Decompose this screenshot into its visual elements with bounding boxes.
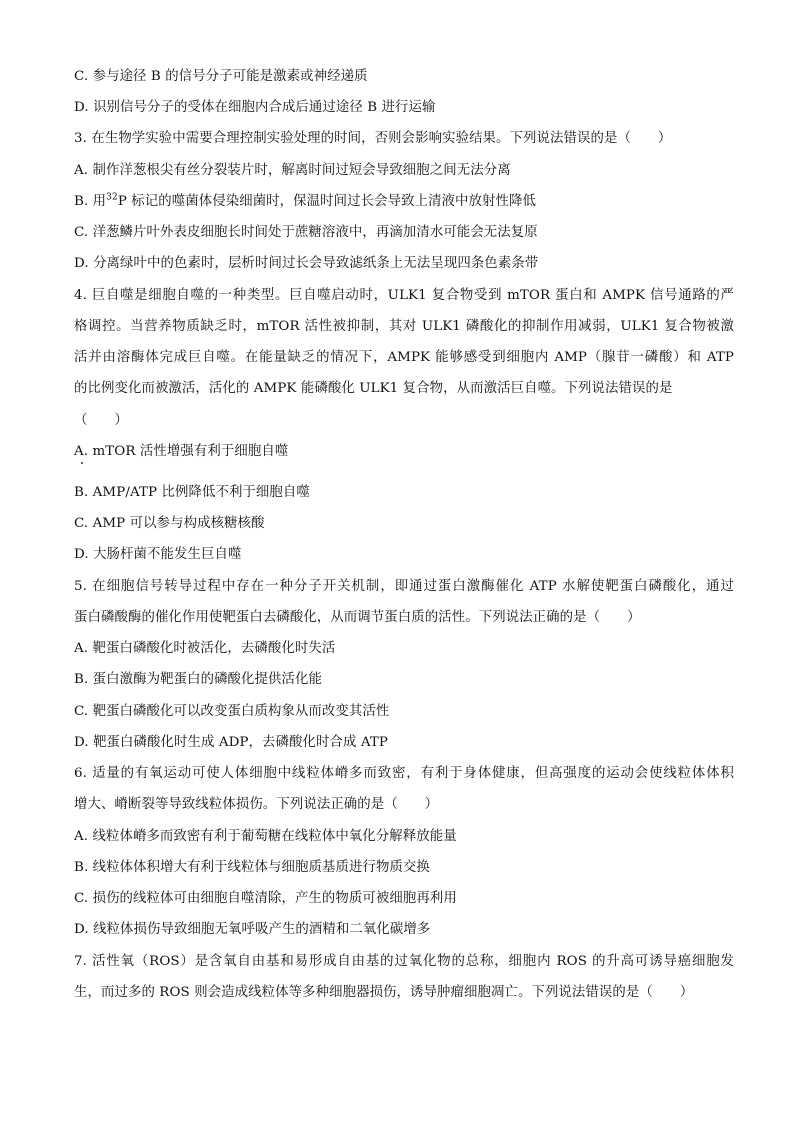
option-b-q6: B. 线粒体体积增大有利于线粒体与细胞质基质进行物质交换 (74, 860, 430, 875)
question-7-stem-line-1: 7. 活性氧（ROS）是含氧自由基和易形成自由基的过氧化物的总称，细胞内 ROS 的升高可诱导癌细胞发 (74, 954, 734, 969)
option-c-q6: C. 损伤的线粒体可由细胞自噬清除，产生的物质可被细胞再利用 (74, 891, 457, 906)
option-a-q3: A. 制作洋葱根尖有丝分裂装片时，解离时间过短会导致细胞之间无法分离 (74, 163, 511, 178)
option-a-q6: A. 线粒体嵴多而致密有利于葡萄糖在线粒体中氧化分解释放能量 (74, 829, 457, 844)
question-4-stem-line-3: 活并由溶酶体完成巨自噬。在能量缺乏的情况下，AMPK 能够感受到细胞内 AMP（腺苷一磷酸）和 ATP (74, 350, 734, 365)
option-b-q3 (74, 192, 734, 212)
stray-dot-mark (81, 462, 83, 464)
option-a-q4: A. mTOR 活性增强有利于细胞自噬 (74, 444, 289, 459)
isotope-superscript: 32 (106, 192, 118, 203)
question-5-stem-line-2: 蛋白磷酸酶的催化作用使靶蛋白去磷酸化，从而调节蛋白质的活性。下列说法正确的是（ ） (74, 610, 641, 625)
question-5-stem-line-1: 5. 在细胞信号转导过程中存在一种分子开关机制，即通过蛋白激酶催化 ATP 水解使靶蛋白磷酸化，通过 (74, 579, 734, 594)
option-a-q5: A. 靶蛋白磷酸化时被活化，去磷酸化时失活 (74, 641, 336, 656)
option-d-q5: D. 靶蛋白磷酸化时生成 ADP，去磷酸化时合成 ATP (74, 735, 389, 750)
option-d-q6: D. 线粒体损伤导致细胞无氧呼吸产生的酒精和二氧化碳增多 (74, 922, 431, 937)
option-c-q2: C. 参与途径 B 的信号分子可能是激素或神经递质 (74, 69, 368, 84)
question-4-stem-line-2: 格调控。当营养物质缺乏时，mTOR 活性被抑制，其对 ULK1 磷酸化的抑制作用减弱，ULK1 复合物被激 (74, 319, 734, 334)
question-6-stem-line-1: 6. 适量的有氧运动可使人体细胞中线粒体嵴多而致密，有利于身体健康，但高强度的运动会使线粒体体积 (74, 766, 734, 781)
question-4-stem-line-4: 的比例变化而被激活，活化的 AMPK 能磷酸化 ULK1 复合物，从而激活巨自噬。下列说法错误的是 (74, 381, 673, 396)
option-b-q5: B. 蛋白激酶为靶蛋白的磷酸化提供活化能 (74, 672, 322, 687)
question-4-stem-line-1: 4. 巨自噬是细胞自噬的一种类型。巨自噬启动时，ULK1 复合物受到 mTOR 蛋白和 AMPK 信号通路的严 (74, 288, 734, 303)
question-7-stem-line-2: 生，而过多的 ROS 则会造成线粒体等多种细胞器损伤，诱导肿瘤细胞凋亡。下列说法错误的是（ ） (74, 985, 694, 1000)
option-c-q3: C. 洋葱鳞片叶外表皮细胞长时间处于蔗糖溶液中，再滴加清水可能会无法复原 (74, 225, 538, 240)
option-d-q4: D. 大肠杆菌不能发生巨自噬 (74, 547, 242, 562)
question-4-answer-bracket: （ ） (74, 413, 128, 428)
option-b-q3-prefix: B. 用 (74, 194, 107, 209)
option-c-q5: C. 靶蛋白磷酸化可以改变蛋白质构象从而改变其活性 (74, 704, 390, 719)
option-d-q3: D. 分离绿叶中的色素时，层析时间过长会导致滤纸条上无法呈现四条色素条带 (74, 256, 539, 271)
option-c-q4: C. AMP 可以参与构成核糖核酸 (74, 516, 265, 531)
option-d-q2: D. 识别信号分子的受体在细胞内合成后通过途径 B 进行运输 (74, 100, 436, 115)
option-b-q3-text: P 标记的噬菌体侵染细菌时，保温时间过长会导致上清液中放射性降低 (117, 194, 536, 209)
question-3-stem: 3. 在生物学实验中需要合理控制实验处理的时间，否则会影响实验结果。下列说法错误的是（ ） (74, 131, 672, 146)
question-6-stem-line-2: 增大、嵴断裂等导致线粒体损伤。下列说法正确的是（ ） (74, 797, 439, 812)
option-b-q4: B. AMP/ATP 比例降低不利于细胞自噬 (74, 485, 310, 500)
